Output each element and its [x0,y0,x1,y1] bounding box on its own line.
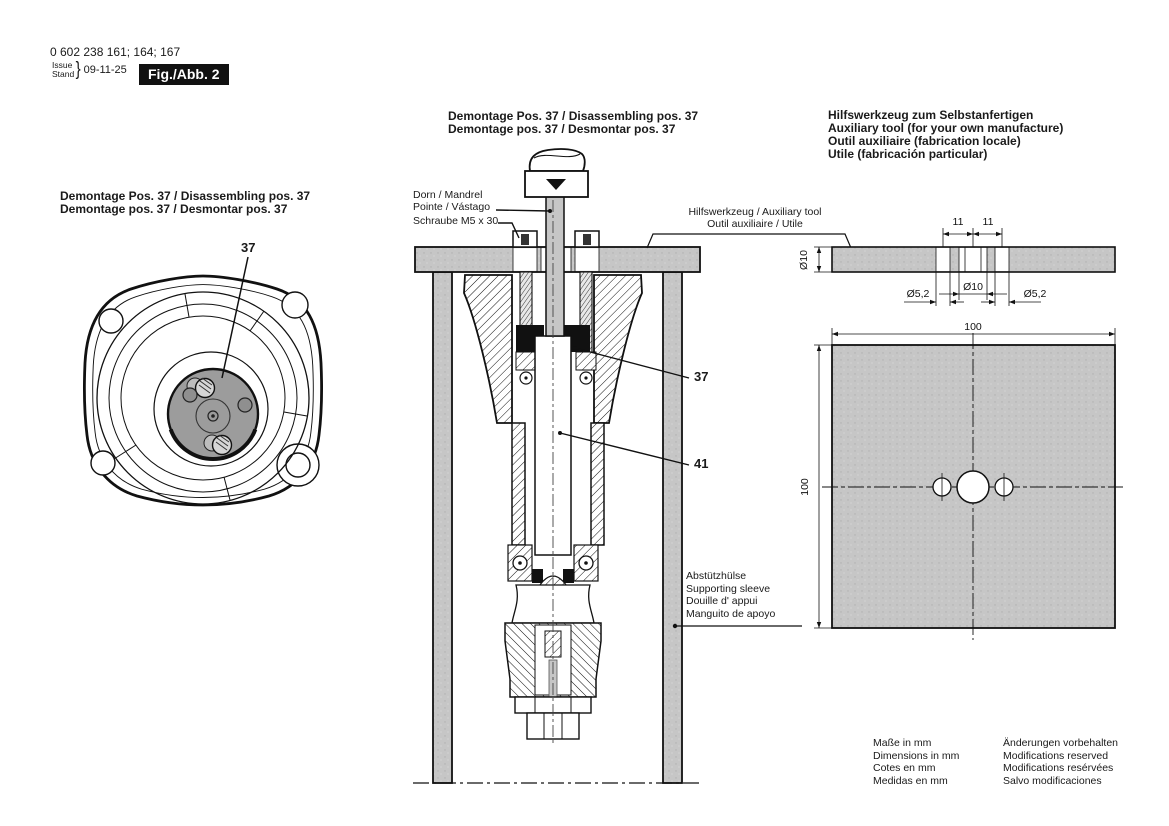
tool-side-view [832,247,1115,272]
footer-mods-line1: Änderungen vorbehalten [1003,737,1119,749]
right-title-line4: Utile (fabricación particular) [828,147,988,161]
flange-part37-disc [168,369,258,459]
footer-units [873,737,959,787]
brace-glyph: } [75,59,81,80]
sleeve-label-line4: Manguito de apoyo [686,607,776,620]
mandrel-label [413,189,490,213]
footer-units-line1: Maße in mm [873,737,932,749]
left-title-line2: Demontage pos. 37 / Desmontar pos. 37 [60,202,288,216]
dim-width-text: 100 [964,321,982,333]
stand-label: Stand [52,69,75,79]
tool-top-view [822,333,1123,640]
sleeve-label [686,570,775,620]
issue-date: 09-11-25 [83,64,127,76]
dim-11b-text: 11 [982,216,994,228]
footer-mods-line4: Salvo modificaciones [1003,774,1102,787]
mandrel-label-line2: Pointe / Vástago [413,201,491,213]
right-title-line1: Hilfswerkzeug zum Selbstanfertigen [828,108,1034,122]
footer-units-line4: Medidas en mm [873,774,948,787]
sleeve-label-line1: Abstützhülse [686,570,747,582]
callout-37-center: 37 [694,369,709,384]
callout-37-left: 37 [241,240,256,255]
part-numbers: 0 602 238 161; 164; 167 [50,45,181,59]
right-title-line3: Outil auxiliaire (fabrication locale) [828,134,1021,148]
sleeve-label-line3: Douille d' appui [686,595,758,607]
callout-41-center: 41 [694,456,709,471]
auxiliary-tool-drawing [790,210,1135,650]
aux-tool-label-line2: Outil auxiliaire / Utile [707,218,803,230]
dim-100-left-lines [814,345,832,628]
right-title-line2: Auxiliary tool (for your own manufacture) [828,121,1064,135]
center-title-line1: Demontage Pos. 37 / Disassembling pos. 37 [448,109,699,123]
screw-label: Schraube M5 x 30 [413,215,499,227]
dim-center-text: Ø10 [963,281,983,293]
footer-mods-line3: Modifications resérvées [1003,762,1114,774]
footer-mods-line2: Modifications reserved [1003,749,1109,762]
issue-stand-labels [52,61,74,80]
aux-tool-label-line1: Hilfswerkzeug / Auxiliary tool [688,206,822,218]
flange-front-view-drawing [55,235,355,525]
dim-thickness-lines [814,247,832,272]
issue-stand-block [52,59,127,81]
dim-11a-text: 11 [952,216,964,228]
center-title-line2: Demontage pos. 37 / Desmontar pos. 37 [448,122,676,136]
footer-units-line2: Dimensions in mm [873,749,960,762]
mandrel-label-line1: Dorn / Mandrel [413,189,483,201]
issue-label: Issue [52,59,73,70]
dim-thickness-text: Ø10 [798,250,810,270]
dim-height-text: 100 [799,478,811,496]
figure-badge: Fig./Abb. 2 [139,64,229,85]
dim-small-left-text: Ø5,2 [906,288,930,300]
sleeve-label-line2: Supporting sleeve [686,582,771,595]
dim-11-lines [943,228,1002,247]
footer-modifications [1003,737,1118,787]
footer-units-line3: Cotes en mm [873,762,936,774]
center-section-title [448,110,698,136]
left-title-line1: Demontage Pos. 37 / Disassembling pos. 37 [60,189,311,203]
dim-small-right-text: Ø5,2 [1023,288,1047,300]
left-section-title [60,190,310,216]
